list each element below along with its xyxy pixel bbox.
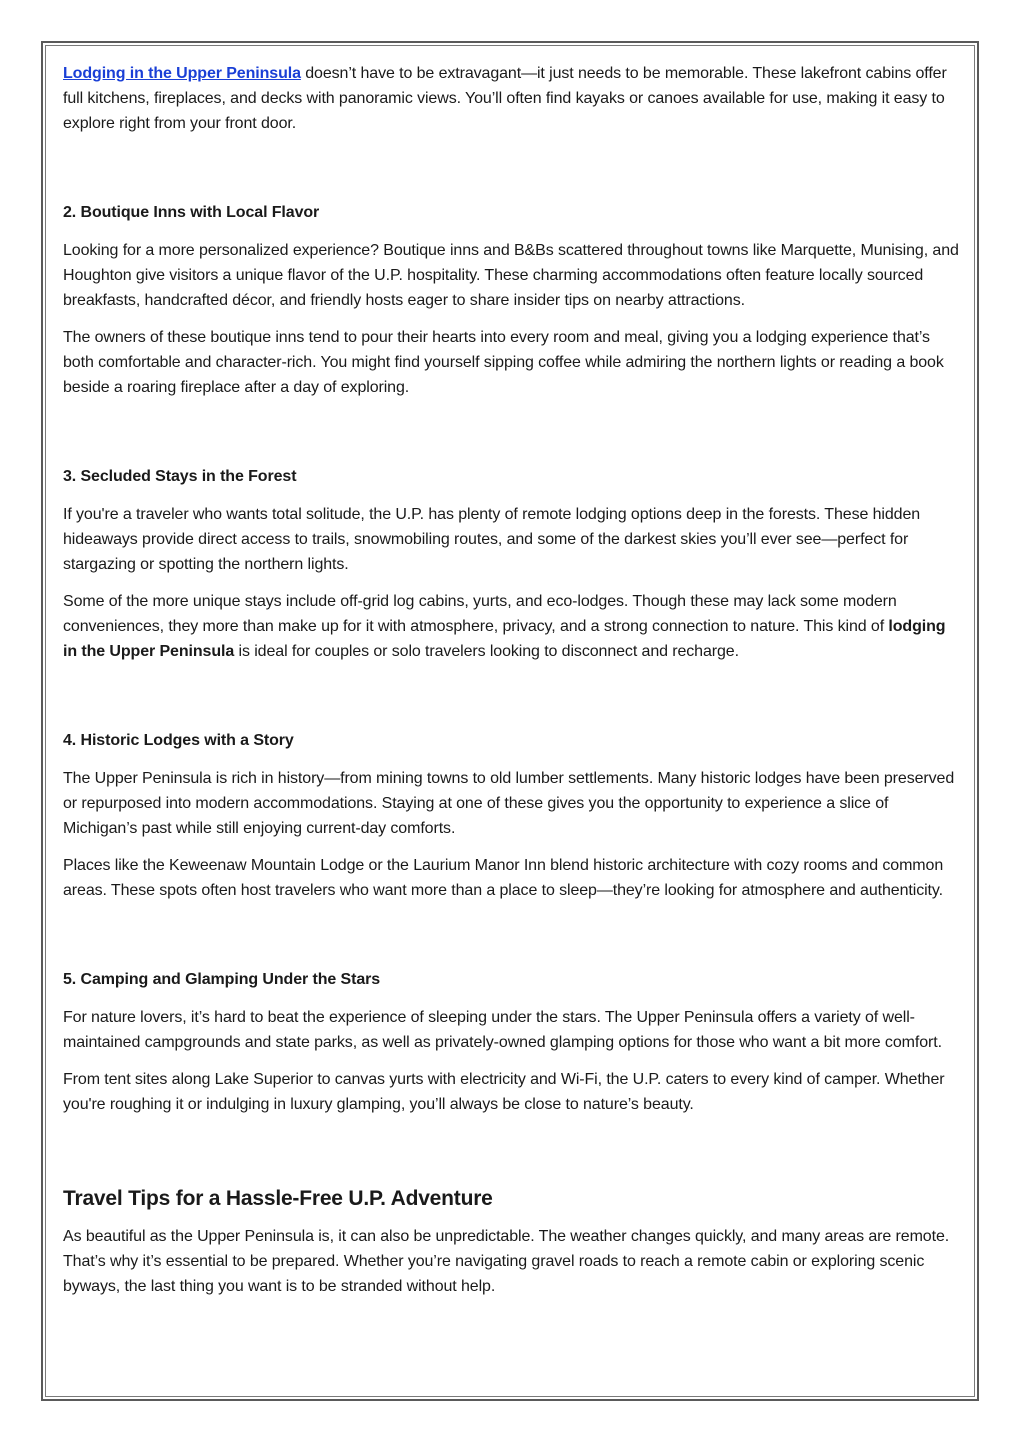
section-3-p2-bold: lodging in the Upper Peninsula — [63, 618, 946, 660]
spacer — [63, 676, 963, 728]
lodging-link[interactable]: Lodging in the Upper Peninsula — [63, 65, 301, 82]
section-2-paragraph-2: The owners of these boutique inns tend to pour their hearts into every room and meal, giving you a lodging experience that’s both comfortable and character-rich. You might find yourself sipping coffee while admiring the northern lights or reading a book beside a roaring fireplace after a day of exploring. — [63, 329, 944, 396]
section-4-paragraph-2: Places like the Keweenaw Mountain Lodge or the Laurium Manor Inn blend historic architecture with cozy rooms and common areas. These spots often host travelers who want more than a place to sleep—they’re looking for atmosphere and authenticity. — [63, 857, 944, 899]
section-3-paragraph-2 — [63, 589, 963, 664]
spacer — [63, 915, 963, 967]
section-3-p2-text-after: is ideal for couples or solo travelers looking to disconnect and recharge. — [234, 643, 739, 660]
section-3-heading: 3. Secluded Stays in the Forest — [63, 468, 297, 485]
section-3-paragraph-1: If you're a traveler who wants total solitude, the U.P. has plenty of remote lodging options deep in the forests. These hidden hideaways provide direct access to trails, snowmobiling routes, and some of the darkest skies you’ll ever see—perfect for stargazing or spotting the northern lights. — [63, 506, 921, 573]
spacer — [63, 148, 963, 200]
spacer — [63, 1129, 963, 1185]
section-4-heading: 4. Historic Lodges with a Story — [63, 732, 294, 749]
page-frame-inner — [45, 45, 975, 1397]
section-5-heading: 5. Camping and Glamping Under the Stars — [63, 971, 381, 988]
page-frame — [41, 41, 979, 1401]
article-content — [63, 61, 963, 1311]
spacer — [63, 412, 963, 464]
intro-paragraph — [63, 61, 963, 136]
travel-tips-heading: Travel Tips for a Hassle-Free U.P. Adventure — [63, 1187, 493, 1210]
travel-tips-paragraph-1: As beautiful as the Upper Peninsula is, it can also be unpredictable. The weather changes quickly, and many areas are remote. That’s why it’s essential to be prepared. Whether you’re navigating gravel roads to reach a remote cabin or exploring scenic byways, the last thing you want is to be stranded without help. — [63, 1228, 950, 1295]
section-5-paragraph-2: From tent sites along Lake Superior to canvas yurts with electricity and Wi-Fi, the U.P. caters to every kind of camper. Whether you're roughing it or indulging in luxury glamping, you’ll always be close to nature’s beauty. — [63, 1071, 945, 1113]
section-2-heading: 2. Boutique Inns with Local Flavor — [63, 204, 320, 221]
section-3-p2-text-before: Some of the more unique stays include off-grid log cabins, yurts, and eco-lodges. Though these may lack some modern conveniences, they more than make up for it with atmosphere, privacy, and a strong connection to nature. This kind of — [63, 593, 897, 635]
section-2-paragraph-1: Looking for a more personalized experience? Boutique inns and B&Bs scattered throughout towns like Marquette, Munising, and Houghton give visitors a unique flavor of the U.P. hospitality. These charming accommodations often feature locally sourced breakfasts, handcrafted décor, and friendly hosts eager to share insider tips on nearby attractions. — [63, 242, 959, 309]
section-5-paragraph-1: For nature lovers, it’s hard to beat the experience of sleeping under the stars. The Upper Peninsula offers a variety of well-maintained campgrounds and state parks, as well as privately-owned glamping options for those who want a bit more comfort. — [63, 1009, 942, 1051]
section-4-paragraph-1: The Upper Peninsula is rich in history—from mining towns to old lumber settlements. Many historic lodges have been preserved or repurposed into modern accommodations. Staying at one of these gives you the opportunity to experience a slice of Michigan’s past while still enjoying current-day comforts. — [63, 770, 955, 837]
intro-text: doesn’t have to be extravagant—it just needs to be memorable. These lakefront cabins offer full kitchens, fireplaces, and decks with panoramic views. You’ll often find kayaks or canoes available for use, making it easy to explore right from your front door. — [63, 65, 947, 132]
